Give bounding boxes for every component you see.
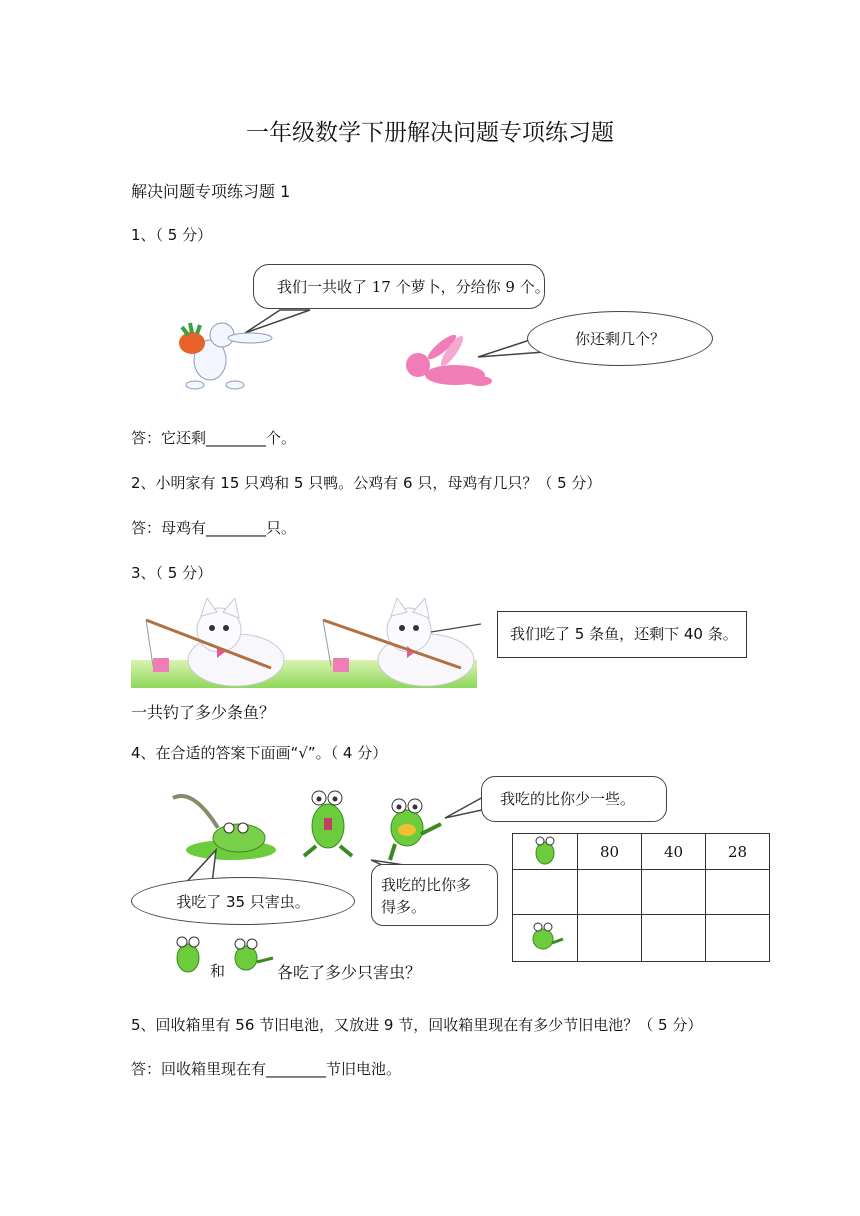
- q4-answer-table: [512, 833, 770, 962]
- q4-question-and: 和: [210, 962, 226, 980]
- q1-speech-bubble-1: 我们一共收了 17 个萝卜，分给你 9 个。: [253, 264, 545, 309]
- q5-answer: 答：回收箱里现在有________节旧电池。: [131, 1060, 402, 1078]
- q2-answer: 答：母鸡有________只。: [131, 519, 297, 537]
- table-header-cell: 40: [642, 834, 706, 870]
- pink-rabbit-icon: [406, 332, 492, 386]
- q3-speech-box: 我们吃了 5 条鱼，还剩下 40 条。: [497, 611, 747, 658]
- table-header-cell: 80: [578, 834, 642, 870]
- q4-text: 4、在合适的答案下面画“√”。（ 4 分）: [131, 744, 388, 762]
- q1-label: 1、（ 5 分）: [131, 226, 213, 244]
- frog-standing-small-icon: [530, 835, 560, 865]
- q4-speech-bubble-top: 我吃的比你少一些。: [481, 776, 667, 822]
- frog-jumping-small-icon: [525, 919, 565, 953]
- page-title: 一年级数学下册解决问题专项练习题: [246, 120, 614, 146]
- q5-text: 5、回收箱里有 56 节旧电池，又放进 9 节，回收箱里现在有多少节旧电池？（ 5 分）: [131, 1016, 703, 1034]
- white-rabbit-icon: [179, 323, 272, 389]
- frog-standing-icon: [304, 791, 352, 856]
- table-icon-cell: [513, 834, 578, 870]
- table-empty-cell: [513, 870, 578, 915]
- q4-question-tail: 各吃了多少只害虫？: [277, 963, 422, 982]
- bubble-pointer: [431, 624, 481, 632]
- q1-answer: 答：它还剩________个。: [131, 429, 297, 447]
- frog-jumping-icon: [390, 799, 441, 860]
- table-icon-cell: [513, 915, 578, 962]
- q1-speech-bubble-2: 你还剩几个？: [527, 311, 713, 366]
- cat-icon: [323, 598, 474, 686]
- section-subtitle: 解决问题专项练习题 1: [131, 182, 291, 201]
- q3-question: 一共钓了多少条鱼？: [131, 703, 276, 722]
- table-answer-cell[interactable]: [578, 915, 642, 962]
- table-answer-cell[interactable]: [706, 870, 770, 915]
- frog-jumping-small-icon: [235, 939, 273, 970]
- table-answer-cell[interactable]: [642, 915, 706, 962]
- table-header-cell: 28: [706, 834, 770, 870]
- frog-on-leaf-icon: [173, 796, 276, 860]
- cat-icon: [146, 598, 284, 686]
- bubble-tail: [245, 310, 310, 333]
- table-answer-cell[interactable]: [642, 870, 706, 915]
- frog-standing-small-icon: [177, 937, 199, 972]
- q3-label: 3、（ 5 分）: [131, 564, 213, 582]
- table-answer-cell[interactable]: [706, 915, 770, 962]
- table-answer-cell[interactable]: [578, 870, 642, 915]
- q2-text: 2、小明家有 15 只鸡和 5 只鸭。公鸡有 6 只，母鸡有几只？（ 5 分）: [131, 474, 602, 492]
- q3-illustration: [131, 598, 481, 690]
- q4-speech-bubble-left: 我吃了 35 只害虫。: [131, 877, 355, 925]
- q4-speech-bubble-mid: 我吃的比你多 得多。: [371, 864, 498, 926]
